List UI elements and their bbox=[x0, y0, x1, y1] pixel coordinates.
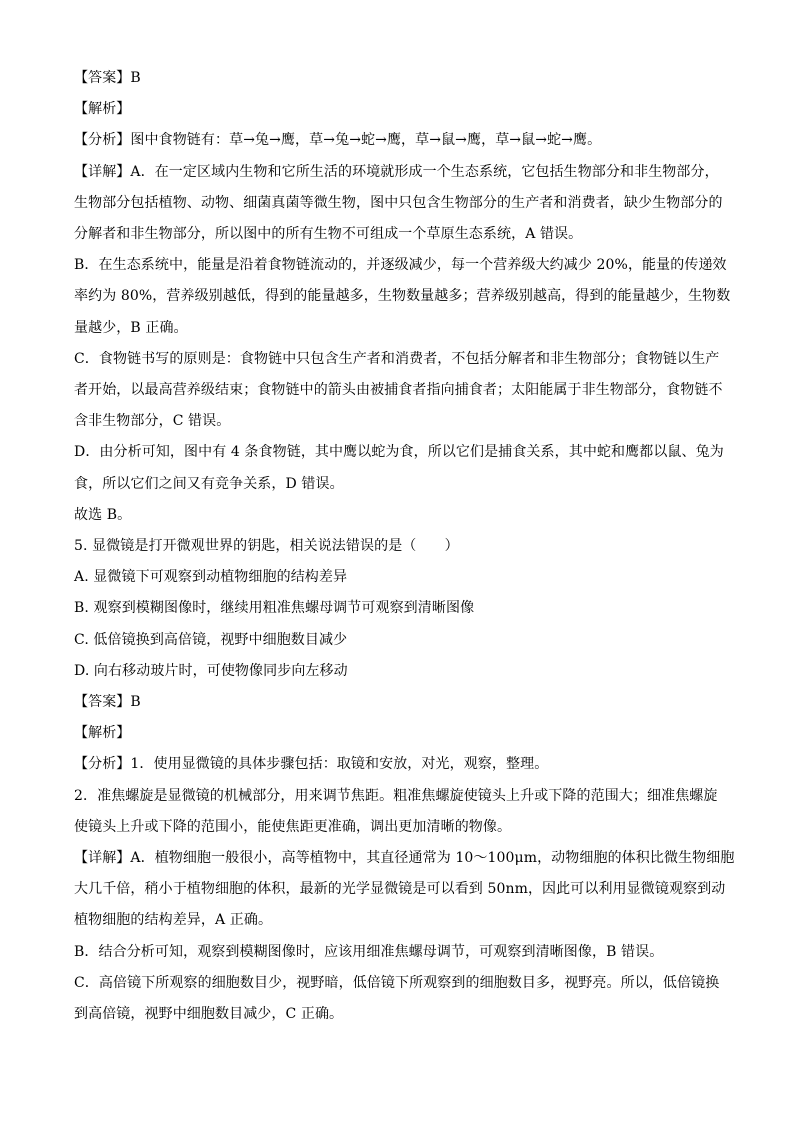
detail2-c-line-1: C．高倍镜下所观察的细胞数目少，视野暗，低倍镜下所观察到的细胞数目多，视野亮。所以，低倍镜换 bbox=[74, 974, 720, 991]
detail-b-line-3: 量越少，B 正确。 bbox=[74, 319, 188, 336]
analysis-text-2-line-3: 使镜头上升或下降的范围小，能使焦距更准确，调出更加清晰的物像。 bbox=[74, 818, 512, 835]
question-5-option-a: A. 显微镜下可观察到动植物细胞的结构差异 bbox=[74, 569, 348, 586]
answer-label-2: 【答案】B bbox=[74, 694, 141, 711]
analysis-label-2: 【解析】 bbox=[74, 725, 131, 742]
question-5-stem: 5. 显微镜是打开微观世界的钥匙，相关说法错误的是（ ） bbox=[74, 538, 459, 555]
detail2-a-line-2: 大几千倍，稍小于植物细胞的体积，最新的光学显微镜是可以看到 50nm，因此可以利用显微镜观察到动 bbox=[74, 881, 726, 898]
document-page bbox=[74, 63, 735, 1030]
detail-a-line-3: 分解者和非生物部分，所以图中的所有生物不可组成一个草原生态系统，A 错误。 bbox=[74, 226, 583, 243]
analysis-text-2-line-1: 【分析】1．使用显微镜的具体步骤包括：取镜和安放，对光，观察，整理。 bbox=[74, 756, 549, 773]
detail-a-line-1: 【详解】A．在一定区域内生物和它所生活的环境就形成一个生态系统，它包括生物部分和非生物部分， bbox=[74, 163, 719, 180]
answer-label-1: 【答案】B bbox=[74, 70, 141, 86]
detail-d-line-2: 食，所以它们之间又有竞争关系，D 错误。 bbox=[74, 475, 344, 492]
question-5-option-c: C. 低倍镜换到高倍镜，视野中细胞数目减少 bbox=[74, 631, 348, 648]
detail-c-line-3: 含非生物部分，C 错误。 bbox=[74, 413, 231, 430]
detail-b-line-1: B．在生态系统中，能量是沿着食物链流动的，并逐级减少，每一个营养级大约减少 20%，能量的传递效 bbox=[74, 257, 727, 274]
detail2-a-line-1: 【详解】A．植物细胞一般很小，高等植物中，其直径通常为 10～100μm，动物细胞的体积比微生物细胞 bbox=[74, 850, 735, 867]
analysis-text-2-line-2: 2．准焦螺旋是显微镜的机械部分，用来调节焦距。粗准焦螺旋使镜头上升或下降的范围大；细准焦螺旋 bbox=[74, 787, 718, 804]
detail-c-line-2: 者开始，以最高营养级结束；食物链中的箭头由被捕食者指向捕食者；太阳能属于非生物部分，食物链不 bbox=[74, 382, 723, 399]
analysis-label-1: 【解析】 bbox=[74, 101, 131, 118]
question-5-option-d: D. 向右移动玻片时，可使物像同步向左移动 bbox=[74, 662, 348, 679]
detail2-c-line-2: 到高倍镜，视野中细胞数目减少，C 正确。 bbox=[74, 1006, 344, 1023]
detail2-b-line-1: B．结合分析可知，观察到模糊图像时，应该用细准焦螺母调节，可观察到清晰图像，B 错误。 bbox=[74, 943, 664, 960]
detail-c-line-1: C．食物链书写的原则是：食物链中只包含生产者和消费者，不包括分解者和非生物部分；食物链以生产 bbox=[74, 350, 720, 367]
detail2-a-line-3: 植物细胞的结构差异，A 正确。 bbox=[74, 912, 273, 929]
detail-d-line-1: D．由分析可知，图中有 4 条食物链，其中鹰以蛇为食，所以它们是捕食关系，其中蛇和鹰都以鼠、兔为 bbox=[74, 444, 724, 461]
detail-a-line-2: 生物部分包括植物、动物、细菌真菌等微生物，图中只包含生物部分的生产者和消费者，缺少生物部分的 bbox=[74, 194, 723, 211]
conclusion-1: 故选 B。 bbox=[74, 506, 132, 523]
question-5-option-b: B. 观察到模糊图像时，继续用粗准焦螺母调节可观察到清晰图像 bbox=[74, 600, 475, 617]
analysis-text-1: 【分析】图中食物链有：草→兔→鹰，草→兔→蛇→鹰，草→鼠→鹰，草→鼠→蛇→鹰。 bbox=[74, 132, 602, 149]
detail-b-line-2: 率约为 80%，营养级别越低，得到的能量越多，生物数量越多；营养级别越高，得到的能量越少，生物数 bbox=[74, 288, 731, 305]
